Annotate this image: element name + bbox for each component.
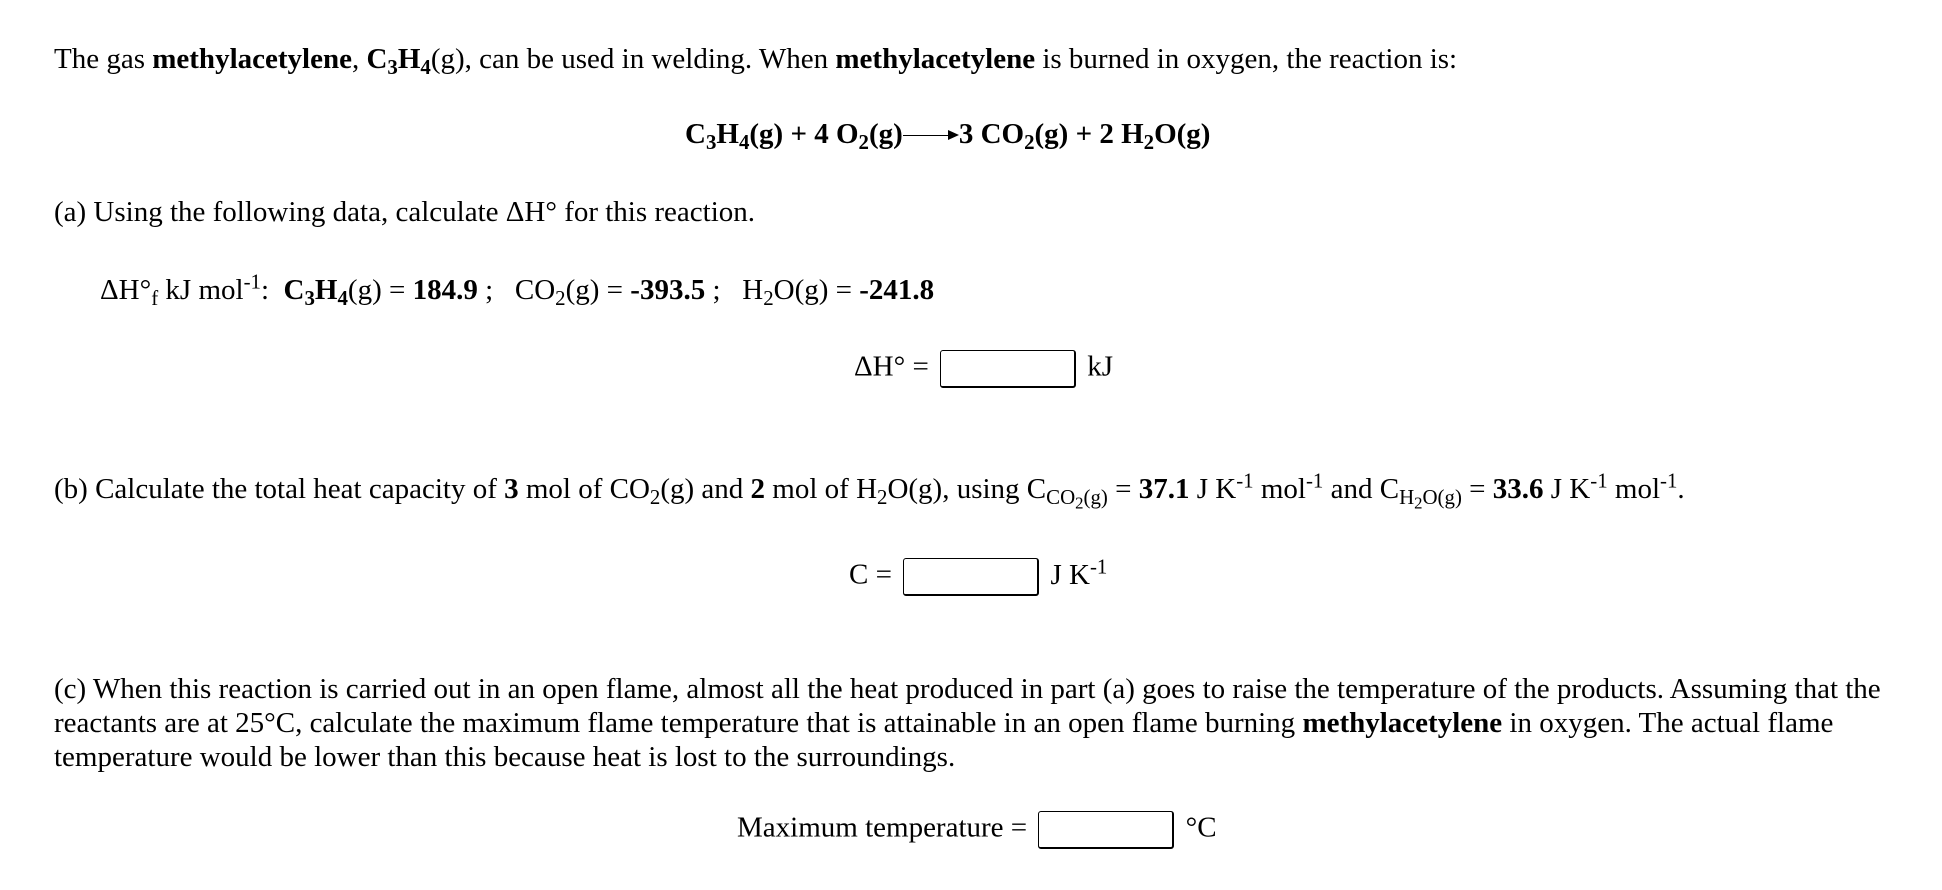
part-b-prompt: (b) Calculate the total heat capacity of 3 mol of $CO_2(g)$ and 2 mol of $H_2O(g)$, using $C_{CO_2(g)} = 37.1$ J $K^{-1}$ mol$^{-1}$ and $C_{H_2O(g)} = 33.6$ J $K^{-1}$ mol$^{-1}$. (54, 468, 1685, 513)
max-temperature-label: Maximum temperature = (737, 811, 1028, 844)
compound-name: methylacetylene (1302, 707, 1503, 739)
part-a-data: $\Delta H^\circ_f$ kJ mol$^{-1}$: $C_3H_4(g) = 184.9$ ; $CO_2(g) = -393.5$ ; $H_2O(g) = -241.8$ (100, 269, 935, 310)
delta-h-input-box[interactable] (940, 350, 1076, 388)
delta-h-label: ΔH° = (854, 350, 929, 383)
delta-h-input[interactable] (941, 352, 1074, 387)
reaction-arrow-icon (903, 131, 959, 141)
part-a-prompt: (a) Using the following data, calculate ΔH° for this reaction. (54, 196, 756, 228)
part-b-answer-row (849, 554, 1108, 596)
jk-unit: J $K^{-1}$ (1050, 554, 1108, 591)
max-temperature-input-box[interactable] (1038, 811, 1174, 849)
part-c-prompt: (c) When this reaction is carried out in an open flame, almost all the heat produced in part (a) goes to raise the temperature of the products. Assuming that the reactants are at 25°C, calculate the maximum flame temperature that is attainable in an open flame burning methylacetylene in oxygen. The actual flame temperature would be lower than this because heat is lost to the surroundings. (54, 673, 1881, 773)
kj-unit: kJ (1087, 350, 1114, 383)
heat-capacity-label: C = (849, 558, 892, 591)
max-temperature-input[interactable] (1039, 813, 1172, 848)
heat-capacity-input[interactable] (904, 560, 1037, 595)
intro-text: The gas methylacetylene, $C_3H_4(g)$, can be used in welding. When methylacetylene is burned in oxygen, the reaction is: (54, 43, 1458, 79)
celsius-unit: °C (1185, 811, 1217, 844)
part-a-answer-row (854, 350, 1113, 388)
reaction-equation: $C_3H_4(g) + 4$ $O_2(g)$ 3 $CO_2(g) + 2$ $H_2O(g)$ (685, 118, 1211, 154)
heat-capacity-input-box[interactable] (903, 558, 1039, 596)
part-c-answer-row (737, 811, 1217, 849)
compound-name: methylacetylene (152, 43, 352, 75)
compound-name: methylacetylene (835, 43, 1036, 75)
